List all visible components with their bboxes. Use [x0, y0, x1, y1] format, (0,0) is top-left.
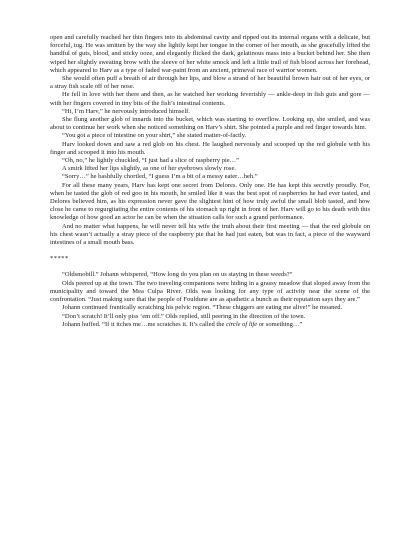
paragraph: “Hi, I’m Harv,” he nervously introduced himself.	[62, 107, 190, 115]
paragraph-last	[50, 321, 370, 329]
paragraph: “Oldsmobill.” Johann whispered, “How long do you plan on us staying in these weeds?”	[62, 271, 293, 279]
paragraph: “Oh, no,” he lightly chuckled, “I just had a slice of raspberry pie…”	[62, 157, 240, 165]
paragraph-text: or something…”	[257, 320, 303, 328]
section-separator: *****	[50, 255, 69, 263]
section-gap	[50, 263, 370, 271]
paragraph: He fell in love with her there and then, as he watched her working feverishly — ankle-deep in fish guts and gore — with her fingers covered in tiny bits of the fish’s intestinal contents.	[50, 91, 370, 107]
paragraph: And no matter what happens, he will never tell his wife the truth about their first meeting — that the red globule on his chest wasn’t actually a stray piece of the raspberry pie that he had just eaten, but was in fact, a piece of the wayward intestines of a small mouth bass.	[50, 222, 370, 247]
paragraph: She flung another glob of innards into the bucket, which was starting to overflow. Looking up, she smiled, and was about to continue her work when she noticed something on Harv’s shirt. She pointed a purple and red finger towards him.	[50, 116, 370, 132]
paragraph: For all these many years, Harv has kept one secret from Delores. Only one. He has kept this secretly proudly. For, when he tasted the glob of red goo in his mouth, he smiled like it was the best spot of raspberries he had ever tasted, and Delores believed him, as his expression never gave the slightest hint of how truly awful the small blob tasted, and how close he came to regurgitating the entire contents of his stomach up right in front of her. Harv will go to his death with this knowledge of how good an actor he can be when the situation calls for such a grand performance.	[50, 181, 370, 222]
paragraph: “Don’t scratch! It’ll only piss ’em off.” Olds replied, still peering in the direction of the town.	[62, 312, 306, 320]
paragraph: Johann continued frantically scratching his pelvic region. “These chiggers are eating me alive!” he moaned.	[62, 304, 343, 312]
paragraph-text: Johann huffed. “If it itches me…me scratches it. It’s called the	[62, 320, 226, 328]
paragraph: open and carefully reached her thin fingers into its abdominal cavity and ripped out its internal organs with a delicate, but forceful, tug. He was smitten by the way she lightly kept her tongue in the corner of her mouth, as she gracefully lifted the handful of guts, blood, and sticky ooze, and elegantly flicked the dark, gelatinous mass into a bucket behind her. She then wiped her slightly sweating brow with the sleeve of her white smock and left a little trail of fish blood across her forehead, which appeared to Harv as a type of faded war-paint from an ancient, primeval race of warrior women.	[50, 34, 370, 74]
emphasized-phrase: circle of life	[225, 320, 258, 328]
paragraph: Olds peered up at the town. The two traveling companions were hiding in a grassy meadow that sloped away from the municipality and toward the Mea Culpa River. Olds was looking for any type of activity near the scene of the confrontation. “Just making sure that the people of Fouldune are as apathetic a bunch as their reputation says they are.”	[50, 279, 370, 304]
paragraph: Harv looked down and saw a red glob on his chest. He laughed nervously and scooped up the red globule with his finger and scooped it into his mouth.	[50, 140, 370, 156]
paragraph: “Sorry…” he bashfully chortled, “I guess I’m a bit of a messy eater…heh.”	[62, 173, 258, 181]
paragraph: “You got a piece of intestine on your shirt,” she stated matter-of-factly.	[62, 132, 247, 140]
paragraph: She would often puff a breath of air through her lips, and blow a strand of her beautiful brown hair out of her eyes, or a stray fish scale off of her nose.	[50, 75, 370, 91]
paragraph: A smirk lifted her lips slightly, as one of her eyebrows slowly rose.	[62, 165, 236, 173]
section-gap	[50, 247, 370, 255]
